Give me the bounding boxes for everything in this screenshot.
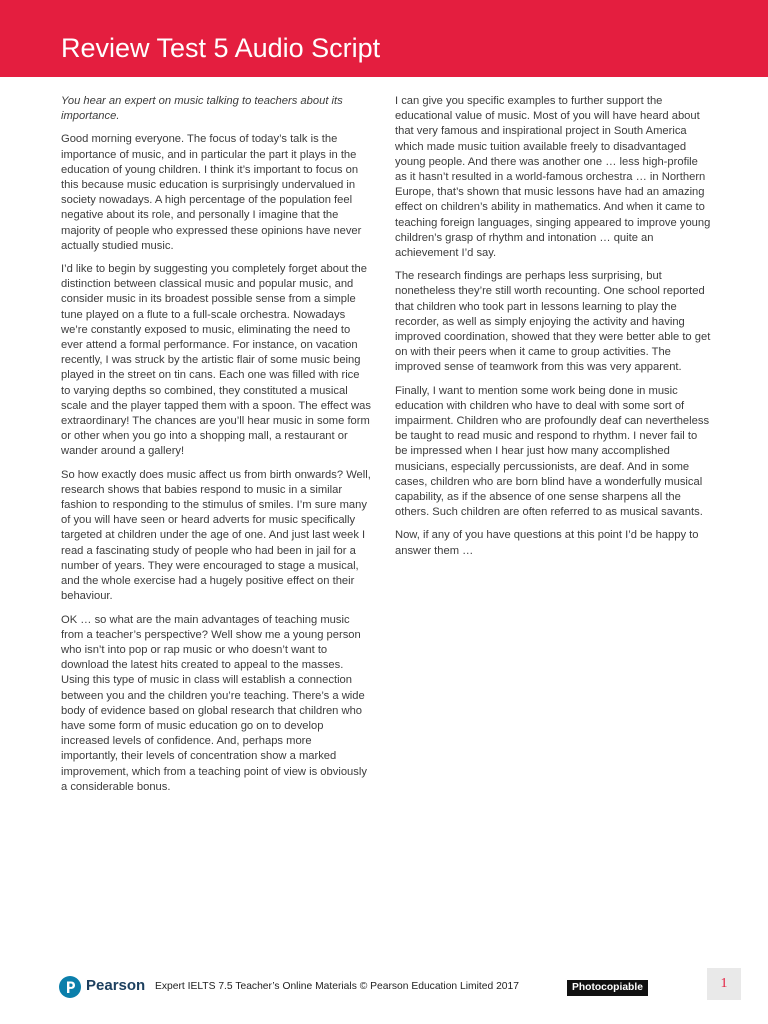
page-number: 1 bbox=[720, 976, 728, 991]
photocopiable-badge: Photocopiable bbox=[567, 980, 648, 996]
pearson-logo-icon bbox=[59, 976, 81, 998]
right-column bbox=[395, 94, 712, 567]
copyright-notice: Expert IELTS 7.5 Teacher’s Online Materials © Pearson Education Limited 2017 bbox=[155, 981, 519, 992]
script-paragraph: The research findings are perhaps less surprising, but nonetheless they’re still worth recounting. One school reported that children who took part in lessons learning to play the recorder, as well as simply enjoying the activity and having improved coordination, showed that they were better able to get on with their peers when it came to group activities. The improved sense of teamwork from this was very apparent. bbox=[395, 270, 711, 374]
footer bbox=[0, 968, 768, 1008]
script-paragraph: OK … so what are the main advantages of teaching music from a teacher’s perspective? Well show me a young person who isn’t into pop or rap music or who doesn’t want to download the latest hits created to appeal to the masses. Using this type of music in class will establish a connection between you and the children you’re teaching. There’s a wide body of evidence based on global research that children who have some form of music education go on to develop increased levels of confidence. And, perhaps more importantly, their levels of concentration show a marked improvement, which from a teaching point of view is obviously a considerable bonus. bbox=[61, 613, 367, 793]
header-banner bbox=[0, 0, 768, 77]
left-column bbox=[61, 94, 371, 803]
pearson-logo-text: Pearson bbox=[86, 977, 146, 994]
script-paragraph: Good morning everyone. The focus of today’s talk is the importance of music, and in particular the part it plays in the education of young children. I think it’s important to focus on this because music education is surprisingly undervalued in society nowadays. A high percentage of the population feel negative about its role, and personally I imagine that the majority of people who expressed these opinions have never actually studied music. bbox=[61, 133, 362, 252]
script-paragraph: Finally, I want to mention some work being done in music education with children who have to deal with some sort of impairment. Children who are profoundly deaf can nevertheless be taught to read music and respond to rhythm. I never fail to be impressed when I hear just how many accomplished musicians, especially percussionists, are deaf. And in some cases, children who are born blind have a wonderfully musical capability, as if the absence of one sense sharpens all the others. Such children are often referred to as musical savants. bbox=[395, 384, 710, 519]
script-paragraph: I’d like to begin by suggesting you completely forget about the distinction between classical music and popular music, and consider music in its broadest possible sense from a simple tune played on a flute to a full-scale orchestra. Nowadays we’re constantly exposed to music, eliminating the need to ever attend a formal performance. For instance, on vacation recently, I was struck by the artistic flair of some music being played in the street on tin cans. Each one was filled with rice to varying depths so combined, they constituted a musical scale and the player tapped them with a spoon. The effect was extraordinary! The chances are you’ll hear music in some form or other when you go into a shopping mall, a restaurant or wander around a gallery! bbox=[61, 263, 371, 458]
page-title: Review Test 5 Audio Script bbox=[61, 33, 381, 63]
script-paragraph: Now, if any of you have questions at this point I’d be happy to answer them … bbox=[395, 529, 699, 557]
intro-paragraph: You hear an expert on music talking to teachers about its importance. bbox=[61, 95, 343, 123]
page-number-box bbox=[707, 968, 741, 1000]
script-paragraph: I can give you specific examples to further support the educational value of music. Most of you will have heard about that very famous and inspirational project in South America which made music tuition available freely to disadvantaged young people. And there was another one … less high-profile as it hasn’t resulted in a world-famous orchestra … in Northern Europe, that’s shown that music lessons have had an amazing effect on children’s ability in mathematics. And when it came to teaching foreign languages, singing appeared to improve young children’s grasp of rhythm and intonation … quite an achievement I’d say. bbox=[395, 95, 711, 260]
script-paragraph: So how exactly does music affect us from birth onwards? Well, research shows that babies respond to music in a similar fashion to responding to the stimulus of smiles. I’m sure many of you will have seen or heard adverts for music specifically targeted at children under the age of one. And just last week I read a fascinating study of people who had been in jail for a number of years. They were encouraged to stage a musical, and the whole exercise had a hugely positive effect on their behaviour. bbox=[61, 468, 371, 603]
